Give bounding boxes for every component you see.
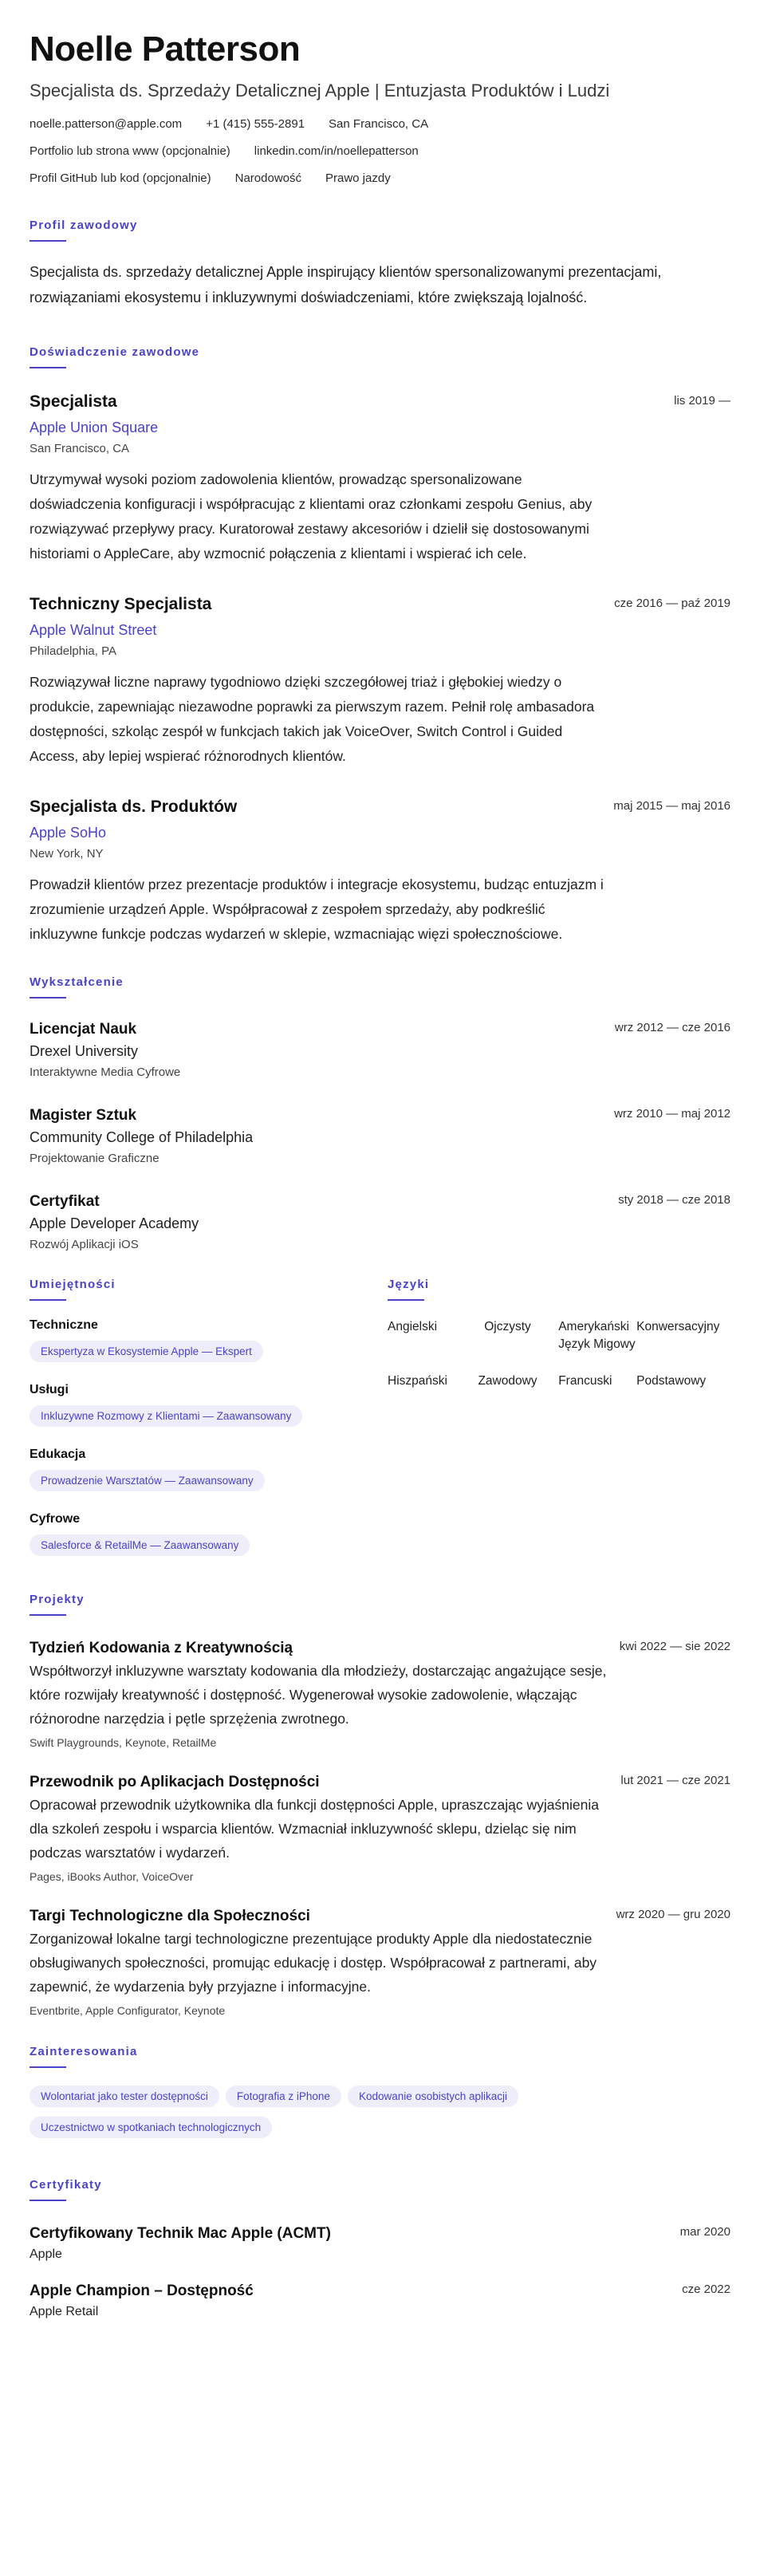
- skill-chip: Salesforce & RetailMe — Zaawansowany: [30, 1534, 250, 1556]
- contact-row: [30, 171, 730, 187]
- projects-section: [30, 1593, 730, 2019]
- contact-row: [30, 116, 730, 132]
- company-name: Apple Union Square: [30, 419, 159, 435]
- project-technologies: Pages, iBooks Author, VoiceOver: [30, 1870, 194, 1883]
- degree-title: Licencjat Nauk: [30, 1021, 137, 1038]
- school-name: Community College of Philadelphia: [30, 1129, 254, 1145]
- interests-section: [30, 2045, 730, 2148]
- job-title: Techniczny Specjalista: [30, 595, 212, 613]
- language-row: [388, 1318, 730, 1353]
- certification-date: cze 2022: [682, 2283, 730, 2296]
- project-title: Przewodnik po Aplikacjach Dostępności: [30, 1774, 320, 1790]
- project-dates: lut 2021 — cze 2021: [620, 1774, 730, 1787]
- github-link[interactable]: Profil GitHub lub kod (opcjonalnie): [30, 171, 211, 185]
- language-level: Podstawowy: [636, 1374, 707, 1388]
- job-title: Specjalista: [30, 392, 117, 411]
- skill-category: Edukacja: [30, 1448, 86, 1461]
- project-description: Zorganizował lokalne targi technologiczne prezentujące produkty Apple dla niedostatecznie obsługiwanych społeczności, promując edukację i dostęp. Współpracował z partnerami, aby zapewnić, że wydarzenia były przyjazne i informacyjne.: [30, 1931, 597, 1995]
- section-title: Certyfikaty: [30, 2178, 102, 2192]
- experience-section: [30, 345, 730, 947]
- skill-category: Cyfrowe: [30, 1512, 81, 1526]
- education-section: [30, 975, 730, 1254]
- section-divider: [30, 2066, 66, 2068]
- experience-item: [30, 391, 730, 566]
- field-of-study: Projektowanie Graficzne: [30, 1152, 159, 1165]
- job-location: New York, NY: [30, 847, 104, 861]
- company-name: Apple Walnut Street: [30, 622, 157, 638]
- language-name: Amerykański Język Migowy: [558, 1320, 636, 1351]
- certification-date: mar 2020: [679, 2225, 730, 2239]
- candidate-name: Noelle Patterson: [30, 30, 301, 69]
- job-dates: cze 2016 — paź 2019: [614, 597, 730, 610]
- language-name: Hiszpański: [388, 1374, 447, 1388]
- interest-chip: Fotografia z iPhone: [226, 2086, 341, 2107]
- skill-category: Techniczne: [30, 1318, 98, 1332]
- interest-chip: Kodowanie osobistych aplikacji: [348, 2086, 518, 2107]
- project-title: Targi Technologiczne dla Społeczności: [30, 1908, 310, 1924]
- section-divider: [30, 997, 66, 998]
- job-dates: maj 2015 — maj 2016: [613, 799, 730, 813]
- school-name: Apple Developer Academy: [30, 1215, 199, 1231]
- education-item: [30, 1191, 730, 1254]
- skills-languages-row: [30, 1278, 730, 1577]
- section-title: Doświadczenie zawodowe: [30, 345, 200, 359]
- certification-title: Certyfikowany Technik Mac Apple (ACMT): [30, 2225, 331, 2242]
- skill-group: [30, 1318, 388, 1362]
- skill-group: [30, 1512, 388, 1556]
- section-divider: [30, 367, 66, 368]
- skill-group: [30, 1448, 388, 1491]
- project-technologies: Eventbrite, Apple Configurator, Keynote: [30, 2004, 226, 2017]
- job-description: Utrzymywał wysoki poziom zadowolenia klientów, prowadząc spersonalizowane doświadczenia konfiguracji i współpracując z klientami oraz członkami zespołu Genius, aby rozwiązywać przepływy pracy. Kuratorował zestawy akcesoriów i dzielił się dostosowanymi historiami o AppleCare, aby wzmocnić połączenia z klientami i wspierać ich cele.: [30, 471, 593, 561]
- language-name: Francuski: [558, 1374, 612, 1388]
- language-level: Zawodowy: [478, 1374, 538, 1388]
- interest-chip: Uczestnictwo w spotkaniach technologicznych: [30, 2117, 272, 2138]
- profile-summary: Specjalista ds. sprzedaży detalicznej Apple inspirujący klientów spersonalizowanymi prezentacjami, rozwiązaniami ekosystemu i inkluzywnymi doświadczeniami, które zwiększają lojalność.: [30, 264, 662, 305]
- phone-link[interactable]: +1 (415) 555-2891: [206, 117, 305, 131]
- skill-chip: Ekspertyza w Ekosystemie Apple — Ekspert: [30, 1341, 263, 1362]
- project-description: Opracował przewodnik użytkownika dla funkcji dostępności Apple, upraszczając wyjaśnienia dla szkoleń zespołu i wsparcia klientów. Wzmacniał inkluzywność sklepu, dzieląc się nim podczas warsztatów i wydarzeń.: [30, 1797, 599, 1861]
- skill-category: Usługi: [30, 1383, 69, 1396]
- section-title: Wykształcenie: [30, 975, 124, 989]
- education-dates: wrz 2012 — cze 2016: [614, 1021, 730, 1034]
- skills-section: [30, 1278, 388, 1577]
- candidate-headline: Specjalista ds. Sprzedaży Detalicznej Apple | Entuzjasta Produktów i Ludzi: [30, 81, 610, 100]
- contact-info: [30, 116, 730, 187]
- job-dates: lis 2019 —: [674, 394, 730, 408]
- education-item: [30, 1019, 730, 1081]
- degree-title: Magister Sztuk: [30, 1107, 137, 1124]
- section-divider: [30, 1614, 66, 1616]
- certification-issuer: Apple: [30, 2247, 62, 2261]
- email-link[interactable]: noelle.patterson@apple.com: [30, 117, 183, 131]
- experience-item: [30, 796, 730, 947]
- project-item: [30, 1772, 730, 1885]
- profile-section: [30, 219, 730, 310]
- interest-chips: [30, 2086, 667, 2148]
- degree-title: Certyfikat: [30, 1193, 100, 1210]
- project-dates: kwi 2022 — sie 2022: [619, 1640, 730, 1653]
- project-technologies: Swift Playgrounds, Keynote, RetailMe: [30, 1736, 217, 1749]
- skill-chip: Inkluzywne Rozmowy z Klientami — Zaawansowany: [30, 1405, 302, 1427]
- driving-license-text: Prawo jazdy: [325, 171, 391, 185]
- certification-issuer: Apple Retail: [30, 2305, 99, 2318]
- skill-chip: Prowadzenie Warsztatów — Zaawansowany: [30, 1470, 265, 1491]
- certifications-section: [30, 2178, 730, 2321]
- linkedin-link[interactable]: linkedin.com/in/noellepatterson: [254, 144, 419, 158]
- certification-title: Apple Champion – Dostępność: [30, 2283, 254, 2299]
- company-name: Apple SoHo: [30, 825, 107, 841]
- skill-group: [30, 1383, 388, 1427]
- education-dates: sty 2018 — cze 2018: [618, 1193, 730, 1207]
- job-location: Philadelphia, PA: [30, 644, 116, 658]
- education-item: [30, 1105, 730, 1168]
- section-title: Umiejętności: [30, 1278, 116, 1291]
- section-divider: [30, 240, 66, 242]
- job-title: Specjalista ds. Produktów: [30, 798, 238, 816]
- project-description: Współtworzył inkluzywne warsztaty kodowania dla młodzieży, dostarczając angażujące sesje, które rozwijały kreatywność i dostępność. Wygenerował wysokie zadowolenie, włączając różnorodne narzędzia i pętle sprzężenia zwrotnego.: [30, 1663, 607, 1727]
- language-row: [388, 1373, 730, 1390]
- languages-section: [388, 1278, 730, 1577]
- job-description: Prowadził klientów przez prezentacje produktów i integracje ekosystemu, budząc entuzjazm i zrozumienie urządzeń Apple. Współpracował z zespołem sprzedaży, aby podkreślić inkluzywne funkcje podczas wydarzeń w sklepie, wzmacniając więzi społecznościowe.: [30, 876, 604, 942]
- field-of-study: Interaktywne Media Cyfrowe: [30, 1065, 181, 1079]
- school-name: Drexel University: [30, 1043, 139, 1059]
- experience-item: [30, 593, 730, 769]
- contact-row: [30, 144, 730, 160]
- section-divider: [30, 1299, 66, 1301]
- project-item: [30, 1638, 730, 1751]
- language-level: Ojczysty: [484, 1320, 531, 1333]
- project-dates: wrz 2020 — gru 2020: [616, 1908, 730, 1921]
- section-title: Profil zawodowy: [30, 219, 138, 232]
- section-title: Projekty: [30, 1593, 85, 1606]
- project-item: [30, 1906, 730, 2019]
- section-title: Zainteresowania: [30, 2045, 138, 2058]
- section-divider: [388, 1299, 424, 1301]
- job-location: San Francisco, CA: [30, 442, 130, 455]
- certification-item: [30, 2223, 730, 2263]
- section-divider: [30, 2200, 66, 2201]
- nationality-text: Narodowość: [234, 171, 301, 185]
- interest-chip: Wolontariat jako tester dostępności: [30, 2086, 219, 2107]
- project-title: Tydzień Kodowania z Kreatywnością: [30, 1640, 293, 1656]
- education-dates: wrz 2010 — maj 2012: [614, 1107, 730, 1121]
- job-description: Rozwiązywał liczne naprawy tygodniowo dzięki szczegółowej triaż i głębokiej wiedzy o produkcie, zapewniając niezawodne poprawki za pierwszym razem. Pełnił rolę ambasadora dostępności, szkoląc zespół w funkcjach takich jak VoiceOver, Switch Control i Guided Access, aby lepiej wspierać różnorodnych klientów.: [30, 674, 595, 764]
- language-level: Konwersacyjny: [636, 1320, 720, 1333]
- language-name: Angielski: [388, 1320, 438, 1333]
- location-text: San Francisco, CA: [329, 117, 429, 131]
- section-title: Języki: [388, 1278, 430, 1291]
- certification-item: [30, 2281, 730, 2321]
- field-of-study: Rozwój Aplikacji iOS: [30, 1238, 139, 1251]
- portfolio-link[interactable]: Portfolio lub strona www (opcjonalnie): [30, 144, 230, 158]
